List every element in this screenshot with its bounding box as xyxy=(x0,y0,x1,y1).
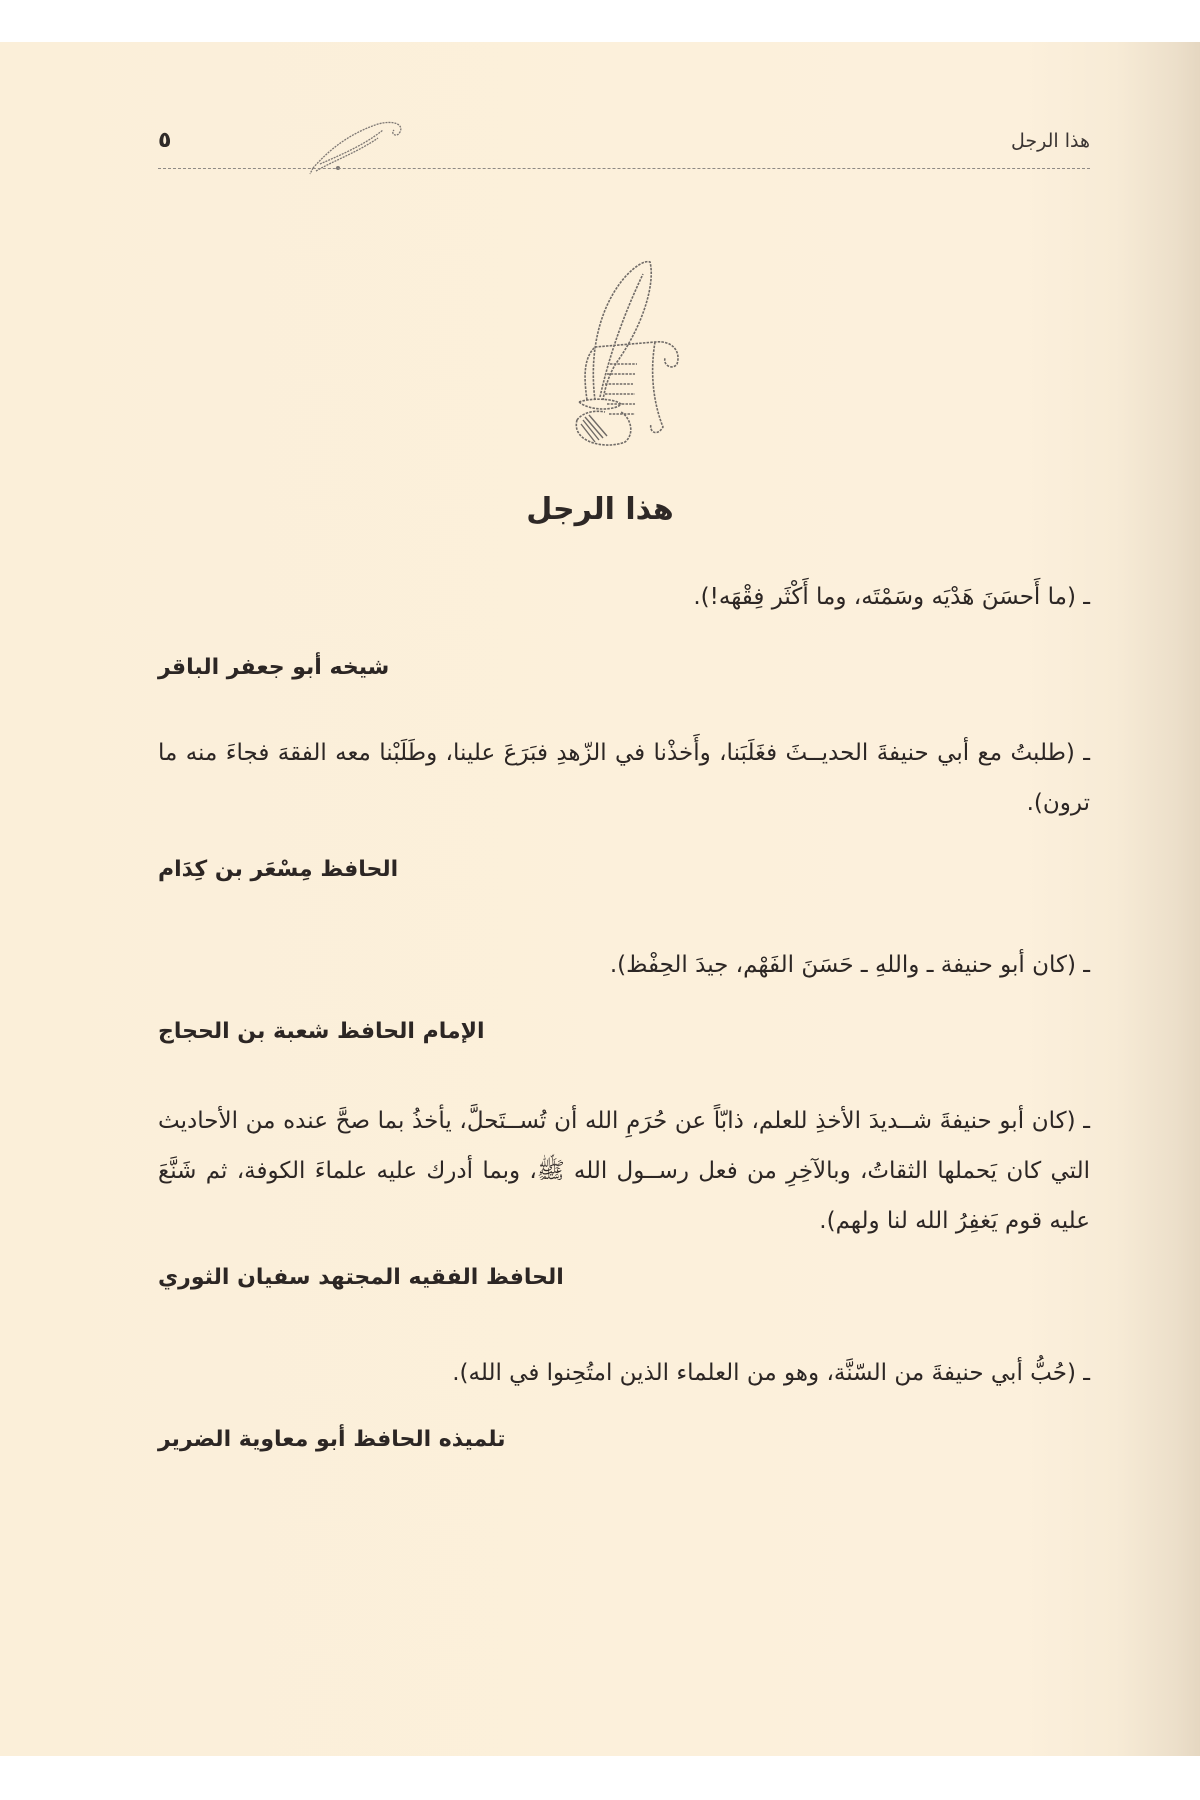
page-number: ٥ xyxy=(158,128,172,153)
quote-text: ـ (كان أبو حنيفةَ شــديدَ الأخذِ للعلم، ذابّاً عن حُرَمِ الله أن تُســتَحلَّ، يأخذُ بما صحَّ عنده من الأحاديث التي كان يَحملها الثقاتُ، وبالآخِرِ من فعل رســول الله ﷺ، وبما أدرك عليه علماءَ الكوفة، ثم شَنَّعَ عليه قوم يَغفِرُ الله لنا ولهم). xyxy=(158,1108,1090,1234)
quote-attribution: شيخه أبو جعفر الباقر xyxy=(158,655,390,680)
quill-and-scroll-inkwell-icon xyxy=(555,252,690,452)
chapter-title: هذا الرجل xyxy=(526,492,674,527)
quote-text: ـ (حُبُّ أبي حنيفةَ من السّنَّة، وهو من العلماء الذين امتُحِنوا في الله). xyxy=(452,1360,1090,1386)
quote-text: ـ (طلبتُ مع أبي حنيفةَ الحديــثَ فغَلَبَنا، وأَخذْنا في الزّهدِ فبَرَعَ علينا، وطَلَبْنا معه الفقهَ فجاءَ منه ما ترون). xyxy=(158,740,1090,816)
quill-pen-icon xyxy=(308,116,408,176)
quote-text: ـ (ما أَحسَنَ هَدْيَه وسَمْتَه، وما أَكْثَر فِقْهَه!). xyxy=(693,584,1090,610)
book-page xyxy=(0,42,1200,1756)
header-rule xyxy=(158,168,1090,169)
quotes-list xyxy=(158,572,1090,1460)
quote-attribution: الحافظ مِسْعَر بن كِدَام xyxy=(158,857,399,882)
running-header xyxy=(158,130,1090,180)
quote-text: ـ (كان أبو حنيفة ـ واللهِ ـ حَسَنَ الفَهْم، جيدَ الحِفْظ). xyxy=(609,952,1090,978)
quote-attribution: الإمام الحافظ شعبة بن الحجاج xyxy=(158,1019,485,1044)
quote-attribution: الحافظ الفقيه المجتهد سفيان الثوري xyxy=(158,1265,564,1290)
running-title: هذا الرجل xyxy=(1011,130,1090,152)
quote-attribution: تلميذه الحافظ أبو معاوية الضرير xyxy=(158,1427,506,1452)
